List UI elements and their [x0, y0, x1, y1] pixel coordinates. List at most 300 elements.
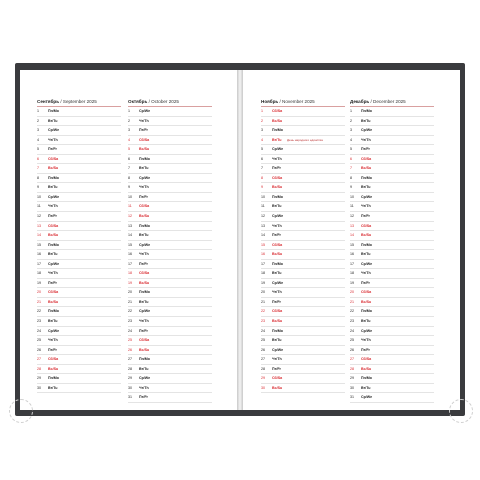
day-row — [128, 193, 212, 203]
day-number: 28 — [261, 366, 265, 371]
day-number: 15 — [350, 242, 354, 247]
day-number: 12 — [261, 214, 265, 219]
day-row — [128, 384, 212, 394]
day-row — [128, 307, 212, 317]
weekday-label: Пт/Fr — [48, 214, 57, 219]
day-row — [128, 288, 212, 298]
day-number: 19 — [261, 280, 265, 285]
weekday-label: Вт/Tu — [361, 319, 371, 324]
day-number: 7 — [350, 166, 352, 171]
day-number: 3 — [37, 128, 39, 133]
weekday-label: Ср/We — [272, 147, 284, 152]
day-number: 8 — [128, 175, 130, 180]
day-number: 3 — [350, 128, 352, 133]
day-row — [350, 241, 434, 251]
day-row — [37, 327, 121, 337]
day-row — [37, 298, 121, 308]
weekday-label: Пн/Mo — [272, 328, 283, 333]
day-number: 24 — [261, 328, 265, 333]
weekday-label: Пн/Mo — [272, 261, 283, 266]
day-row — [37, 279, 121, 289]
day-number: 15 — [261, 242, 265, 247]
month-header — [350, 99, 434, 107]
weekday-label: Ср/We — [272, 280, 284, 285]
day-number: 20 — [261, 290, 265, 295]
day-number: 6 — [350, 156, 352, 161]
day-row — [350, 260, 434, 270]
day-row — [261, 346, 345, 356]
day-list — [350, 107, 434, 403]
day-number: 12 — [37, 214, 41, 219]
day-row — [128, 317, 212, 327]
day-number: 5 — [350, 147, 352, 152]
day-number: 8 — [350, 175, 352, 180]
weekday-label: Вт/Tu — [272, 137, 282, 142]
day-number: 13 — [350, 223, 354, 228]
weekday-label: Пн/Mo — [139, 357, 150, 362]
day-row — [350, 174, 434, 184]
day-number: 29 — [128, 376, 132, 381]
day-row — [261, 212, 345, 222]
day-row — [128, 393, 212, 403]
day-number: 1 — [128, 109, 130, 113]
day-row — [261, 202, 345, 212]
weekday-label: Чт/Th — [139, 319, 149, 324]
month-title-en: / September 2025 — [60, 99, 97, 104]
weekday-label: Вт/Tu — [139, 366, 149, 371]
day-row — [128, 222, 212, 232]
day-row — [350, 145, 434, 155]
day-row — [261, 183, 345, 193]
day-row — [261, 145, 345, 155]
weekday-label: Ср/We — [272, 347, 284, 352]
day-row — [350, 155, 434, 165]
day-row — [37, 317, 121, 327]
weekday-label: Ср/We — [272, 214, 284, 219]
day-number: 9 — [261, 185, 263, 190]
weekday-label: Сб/Sa — [361, 290, 372, 295]
day-row — [37, 193, 121, 203]
day-number: 23 — [261, 319, 265, 324]
day-row — [261, 107, 345, 117]
day-row — [350, 346, 434, 356]
day-number: 26 — [128, 347, 132, 352]
day-number: 21 — [350, 299, 354, 304]
weekday-label: Пн/Mo — [139, 223, 150, 228]
weekday-label: Вт/Tu — [139, 233, 149, 238]
day-number: 14 — [261, 233, 265, 238]
day-number: 16 — [128, 252, 132, 257]
day-row — [350, 317, 434, 327]
day-row — [350, 107, 434, 117]
day-number: 8 — [37, 175, 39, 180]
day-number: 25 — [128, 338, 132, 343]
day-row — [261, 250, 345, 260]
weekday-label: Чт/Th — [139, 252, 149, 257]
day-number: 30 — [261, 385, 265, 390]
day-row — [350, 279, 434, 289]
day-number: 18 — [261, 271, 265, 276]
day-row — [128, 279, 212, 289]
day-number: 15 — [37, 242, 41, 247]
weekday-label: Пт/Fr — [272, 366, 281, 371]
weekday-label: Вс/Su — [272, 252, 283, 257]
day-row — [261, 155, 345, 165]
weekday-label: Сб/Sa — [48, 290, 59, 295]
weekday-label: Чт/Th — [48, 271, 58, 276]
weekday-label: Сб/Sa — [139, 204, 150, 209]
weekday-label: Вс/Su — [139, 214, 150, 219]
day-row — [350, 164, 434, 174]
day-row — [350, 250, 434, 260]
month-title-en: / October 2025 — [148, 99, 179, 104]
day-number: 28 — [128, 366, 132, 371]
weekday-label: Чт/Th — [139, 385, 149, 390]
month-october — [128, 99, 212, 403]
day-row — [37, 126, 121, 136]
day-list — [261, 107, 345, 393]
weekday-label: Пт/Fr — [361, 280, 370, 285]
day-row — [261, 269, 345, 279]
day-row — [350, 126, 434, 136]
weekday-label: Сб/Sa — [272, 175, 283, 180]
day-number: 9 — [37, 185, 39, 190]
weekday-label: Пн/Mo — [139, 290, 150, 295]
weekday-label: Пт/Fr — [361, 214, 370, 219]
day-number: 31 — [128, 395, 132, 400]
month-september — [37, 99, 121, 393]
day-row — [350, 183, 434, 193]
weekday-label: Пт/Fr — [361, 347, 370, 352]
day-row — [37, 164, 121, 174]
weekday-label: Пт/Fr — [272, 299, 281, 304]
weekday-label: Сб/Sa — [272, 109, 283, 113]
page-corner-dashed — [9, 399, 33, 423]
day-number: 5 — [261, 147, 263, 152]
weekday-label: Вс/Su — [48, 233, 59, 238]
day-number: 15 — [128, 242, 132, 247]
weekday-label: Пт/Fr — [48, 147, 57, 152]
day-number: 5 — [128, 147, 130, 152]
weekday-label: Вс/Su — [48, 166, 59, 171]
day-row — [37, 155, 121, 165]
day-row — [128, 355, 212, 365]
left-page — [20, 70, 237, 410]
weekday-label: Чт/Th — [48, 338, 58, 343]
day-row — [261, 279, 345, 289]
day-row — [128, 260, 212, 270]
weekday-label: Вт/Tu — [48, 185, 58, 190]
weekday-label: Вт/Tu — [361, 385, 371, 390]
day-list — [128, 107, 212, 403]
day-number: 22 — [37, 309, 41, 314]
day-row — [128, 107, 212, 117]
weekday-label: Пн/Mo — [361, 109, 372, 113]
weekday-label: Ср/We — [48, 128, 60, 133]
day-number: 2 — [350, 118, 352, 123]
weekday-label: Пт/Fr — [139, 328, 148, 333]
day-row — [128, 155, 212, 165]
day-row — [261, 336, 345, 346]
weekday-label: Сб/Sa — [48, 156, 59, 161]
weekday-label: Ср/We — [139, 242, 151, 247]
weekday-label: Вт/Tu — [361, 252, 371, 257]
day-row — [350, 336, 434, 346]
day-number: 17 — [128, 261, 132, 266]
weekday-label: Чт/Th — [272, 223, 282, 228]
day-row — [37, 183, 121, 193]
day-number: 2 — [37, 118, 39, 123]
day-row — [37, 374, 121, 384]
day-number: 12 — [128, 214, 132, 219]
weekday-label: Вс/Su — [139, 280, 150, 285]
month-title-ru: Декабрь — [350, 99, 370, 104]
day-number: 21 — [37, 299, 41, 304]
weekday-label: Пн/Mo — [272, 194, 283, 199]
day-row — [37, 107, 121, 117]
weekday-label: Вт/Tu — [48, 385, 58, 390]
weekday-label: Пт/Fr — [361, 147, 370, 152]
day-number: 17 — [261, 261, 265, 266]
day-row — [128, 231, 212, 241]
day-row — [261, 298, 345, 308]
day-row — [350, 288, 434, 298]
day-row — [261, 365, 345, 375]
weekday-label: Пт/Fr — [272, 166, 281, 171]
right-page — [243, 70, 460, 410]
page-corner-dashed — [449, 399, 473, 423]
weekday-label: Ср/We — [48, 194, 60, 199]
day-row — [350, 365, 434, 375]
day-number: 13 — [261, 223, 265, 228]
day-row — [128, 126, 212, 136]
day-number: 3 — [128, 128, 130, 133]
weekday-label: Ср/We — [361, 194, 373, 199]
weekday-label: Вт/Tu — [272, 204, 282, 209]
day-row — [261, 384, 345, 394]
day-number: 11 — [350, 204, 354, 209]
day-number: 2 — [261, 118, 263, 123]
day-number: 26 — [37, 347, 41, 352]
weekday-label: Пн/Mo — [361, 376, 372, 381]
day-number: 23 — [37, 319, 41, 324]
weekday-label: Ср/We — [139, 376, 151, 381]
weekday-label: Чт/Th — [272, 290, 282, 295]
day-number: 4 — [37, 137, 39, 142]
day-row — [350, 307, 434, 317]
day-number: 1 — [350, 109, 352, 113]
day-row — [350, 298, 434, 308]
day-number: 22 — [128, 309, 132, 314]
day-number: 19 — [37, 280, 41, 285]
weekday-label: Чт/Th — [361, 204, 371, 209]
day-row — [261, 260, 345, 270]
day-row — [261, 241, 345, 251]
day-row — [350, 231, 434, 241]
weekday-label: Пн/Mo — [48, 175, 59, 180]
weekday-label: Сб/Sa — [361, 156, 372, 161]
day-number: 22 — [261, 309, 265, 314]
day-row — [261, 355, 345, 365]
day-row — [128, 183, 212, 193]
month-title-ru: Октябрь — [128, 99, 148, 104]
weekday-label: Пт/Fr — [272, 233, 281, 238]
day-number: 14 — [37, 233, 41, 238]
day-number: 17 — [37, 261, 41, 266]
day-row — [37, 222, 121, 232]
day-row — [37, 174, 121, 184]
weekday-label: Сб/Sa — [272, 242, 283, 247]
weekday-label: Чт/Th — [361, 271, 371, 276]
day-row — [350, 393, 434, 403]
day-row — [37, 260, 121, 270]
day-row — [37, 136, 121, 146]
weekday-label: Чт/Th — [272, 357, 282, 362]
weekday-label: Чт/Th — [48, 204, 58, 209]
day-number: 10 — [350, 194, 354, 199]
day-number: 6 — [261, 156, 263, 161]
day-row — [350, 269, 434, 279]
day-number: 31 — [350, 395, 354, 400]
weekday-label: Чт/Th — [272, 156, 282, 161]
day-row — [128, 365, 212, 375]
day-number: 25 — [37, 338, 41, 343]
weekday-label: Вс/Su — [272, 319, 283, 324]
day-number: 26 — [350, 347, 354, 352]
day-row — [37, 346, 121, 356]
day-row — [261, 136, 345, 146]
day-number: 27 — [37, 357, 41, 362]
day-row — [261, 126, 345, 136]
day-row — [128, 202, 212, 212]
weekday-label: Пт/Fr — [139, 128, 148, 133]
day-row — [350, 384, 434, 394]
day-row — [261, 307, 345, 317]
day-row — [261, 174, 345, 184]
weekday-label: Вт/Tu — [272, 338, 282, 343]
weekday-label: Ср/We — [361, 128, 373, 133]
month-title-ru: Сентябрь — [37, 99, 60, 104]
day-number: 9 — [128, 185, 130, 190]
weekday-label: Пн/Mo — [272, 128, 283, 133]
weekday-label: Сб/Sa — [272, 376, 283, 381]
weekday-label: Вс/Su — [48, 299, 59, 304]
day-row — [128, 298, 212, 308]
day-row — [37, 145, 121, 155]
day-row — [37, 231, 121, 241]
day-number: 28 — [350, 366, 354, 371]
day-number: 11 — [37, 204, 41, 209]
weekday-label: Чт/Th — [361, 338, 371, 343]
weekday-label: Ср/We — [48, 261, 60, 266]
day-number: 23 — [350, 319, 354, 324]
weekday-label: Вс/Su — [361, 166, 372, 171]
day-number: 27 — [261, 357, 265, 362]
day-number: 28 — [37, 366, 41, 371]
day-row — [128, 346, 212, 356]
weekday-label: Вс/Su — [139, 147, 150, 152]
day-number: 16 — [37, 252, 41, 257]
day-number: 18 — [37, 271, 41, 276]
weekday-label: Сб/Sa — [48, 357, 59, 362]
day-number: 10 — [128, 194, 132, 199]
weekday-label: Чт/Th — [139, 185, 149, 190]
day-number: 24 — [350, 328, 354, 333]
day-number: 26 — [261, 347, 265, 352]
day-row — [350, 136, 434, 146]
day-row — [37, 241, 121, 251]
day-number: 21 — [128, 299, 132, 304]
day-row — [128, 145, 212, 155]
weekday-label: Вт/Tu — [48, 118, 58, 123]
day-number: 24 — [128, 328, 132, 333]
day-number: 21 — [261, 299, 265, 304]
day-number: 29 — [37, 376, 41, 381]
day-number: 4 — [128, 137, 130, 142]
day-number: 20 — [350, 290, 354, 295]
weekday-label: Пт/Fr — [48, 280, 57, 285]
day-number: 30 — [350, 385, 354, 390]
weekday-label: Вс/Su — [272, 385, 283, 390]
day-row — [261, 231, 345, 241]
month-title-ru: Ноябрь — [261, 99, 279, 104]
day-number: 4 — [350, 137, 352, 142]
weekday-label: Пн/Mo — [48, 309, 59, 314]
day-number: 10 — [261, 194, 265, 199]
day-number: 14 — [350, 233, 354, 238]
day-number: 17 — [350, 261, 354, 266]
day-row — [261, 327, 345, 337]
day-row — [37, 212, 121, 222]
day-row — [37, 355, 121, 365]
weekday-label: Чт/Th — [48, 137, 58, 142]
weekday-label: Ср/We — [139, 309, 151, 314]
weekday-label: Пт/Fr — [139, 194, 148, 199]
day-row — [350, 202, 434, 212]
day-row — [350, 117, 434, 127]
day-row — [37, 288, 121, 298]
day-row — [350, 355, 434, 365]
weekday-label: Вт/Tu — [48, 252, 58, 257]
weekday-label: Вт/Tu — [361, 118, 371, 123]
weekday-label: Вт/Tu — [361, 185, 371, 190]
day-row — [128, 374, 212, 384]
weekday-label: Вс/Su — [361, 366, 372, 371]
day-row — [37, 365, 121, 375]
weekday-label: Вт/Tu — [272, 271, 282, 276]
day-number: 24 — [37, 328, 41, 333]
day-number: 7 — [261, 166, 263, 171]
day-number: 29 — [350, 376, 354, 381]
weekday-label: Сб/Sa — [361, 357, 372, 362]
day-number: 11 — [128, 204, 132, 209]
month-november — [261, 99, 345, 393]
day-number: 30 — [37, 385, 41, 390]
weekday-label: Пн/Mo — [361, 309, 372, 314]
month-header — [37, 99, 121, 107]
day-row — [261, 193, 345, 203]
weekday-label: Пн/Mo — [361, 175, 372, 180]
weekday-label: Пн/Mo — [48, 376, 59, 381]
day-row — [37, 202, 121, 212]
day-row — [128, 250, 212, 260]
day-row — [261, 164, 345, 174]
day-row — [261, 374, 345, 384]
month-header — [261, 99, 345, 107]
day-number: 10 — [37, 194, 41, 199]
day-number: 4 — [261, 137, 263, 142]
day-number: 2 — [128, 118, 130, 123]
